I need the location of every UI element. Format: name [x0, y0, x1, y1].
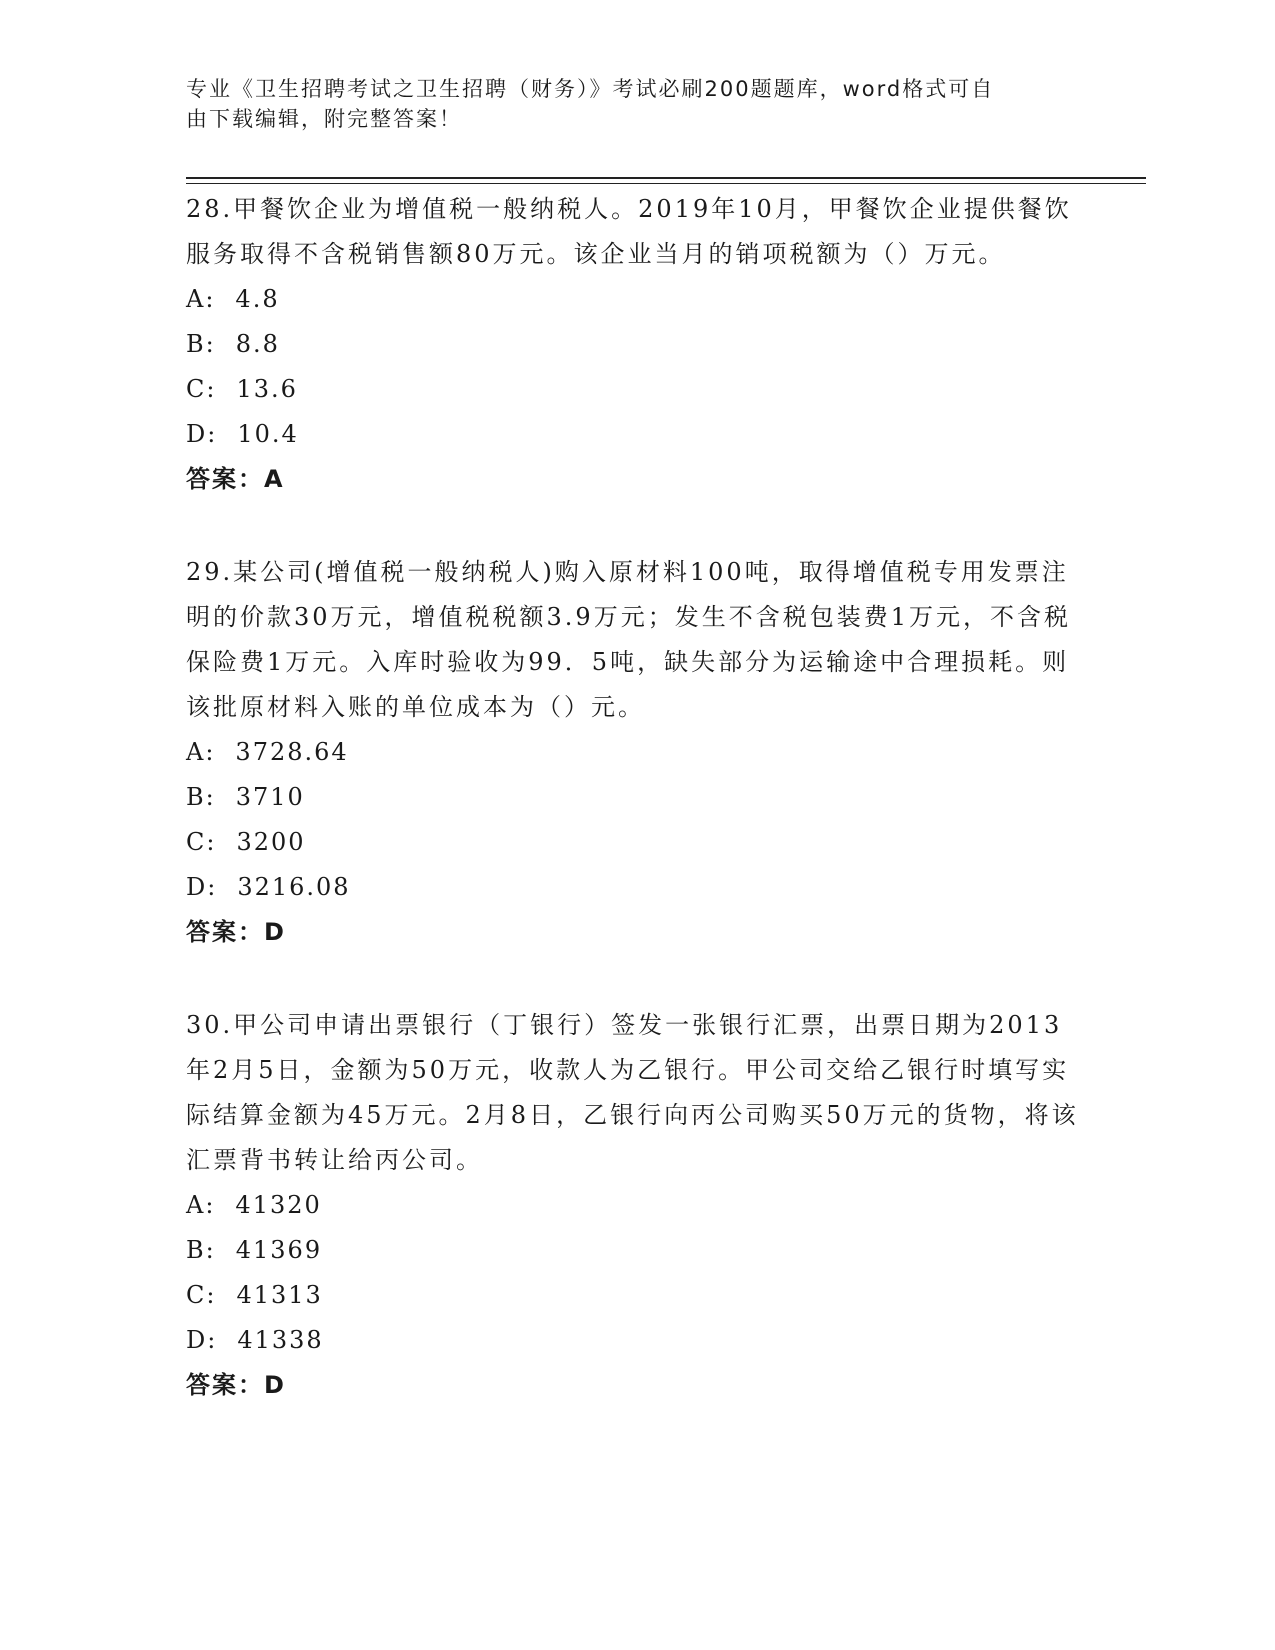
question-28 [186, 187, 1086, 502]
option-c [186, 1273, 1086, 1318]
option-label: D: [186, 873, 218, 901]
option-a [186, 730, 1086, 775]
option-a [186, 277, 1086, 322]
option-value: 41338 [237, 1326, 324, 1354]
option-value: 41320 [235, 1191, 322, 1219]
header-line-1: 专业《卫生招聘考试之卫生招聘（财务）》考试必刷200题题库，word格式可自 [186, 77, 995, 101]
option-value: 3728.64 [235, 738, 349, 766]
option-a [186, 1183, 1086, 1228]
answer-line: 答案：D [186, 918, 286, 946]
option-value: 13.6 [236, 375, 298, 403]
option-c [186, 820, 1086, 865]
option-label: A: [186, 285, 216, 313]
option-label: B: [186, 1236, 216, 1264]
option-label: B: [186, 783, 216, 811]
option-value: 4.8 [235, 285, 280, 313]
option-value: 3200 [236, 828, 306, 856]
option-label: B: [186, 330, 216, 358]
question-29 [186, 550, 1086, 955]
document-header [186, 74, 1066, 134]
option-c [186, 367, 1086, 412]
option-b [186, 322, 1086, 367]
option-value: 8.8 [235, 330, 280, 358]
option-d [186, 865, 1086, 910]
option-value: 3216.08 [237, 873, 351, 901]
option-label: C: [186, 1281, 217, 1309]
option-value: 3710 [235, 783, 305, 811]
option-d [186, 1318, 1086, 1363]
header-line-2: 由下载编辑，附完整答案！ [186, 107, 462, 131]
option-label: C: [186, 828, 217, 856]
header-divider-thick [186, 177, 1146, 179]
question-text: 30.甲公司申请出票银行（丁银行）签发一张银行汇票，出票日期为2013年2月5日，金额为50万元，收款人为乙银行。甲公司交给乙银行时填写实际结算金额为45万元。2月8日，乙银行向丙公司购买50万元的货物，将该汇票背书转让给丙公司。 [186, 1011, 1079, 1174]
option-label: A: [186, 738, 216, 766]
option-label: C: [186, 375, 217, 403]
header-divider-thin [186, 183, 1146, 184]
question-list [186, 187, 1086, 1456]
option-b [186, 1228, 1086, 1273]
option-b [186, 775, 1086, 820]
answer-line: 答案：D [186, 1371, 286, 1399]
option-value: 41313 [236, 1281, 323, 1309]
answer-line: 答案：A [186, 465, 285, 493]
question-text: 28.甲餐饮企业为增值税一般纳税人。2019年10月，甲餐饮企业提供餐饮服务取得不含税销售额80万元。该企业当月的销项税额为（）万元。 [186, 195, 1072, 268]
option-label: D: [186, 1326, 218, 1354]
option-label: A: [186, 1191, 216, 1219]
option-value: 10.4 [237, 420, 299, 448]
option-label: D: [186, 420, 218, 448]
question-text: 29.某公司(增值税一般纳税人)购入原材料100吨，取得增值税专用发票注明的价款30万元，增值税税额3.9万元；发生不含税包装费1万元，不含税保险费1万元。入库时验收为99．5吨，缺失部分为运输途中合理损耗。则该批原材料入账的单位成本为（）元。 [186, 558, 1071, 721]
question-30 [186, 1003, 1086, 1408]
option-value: 41369 [235, 1236, 323, 1264]
option-d [186, 412, 1086, 457]
